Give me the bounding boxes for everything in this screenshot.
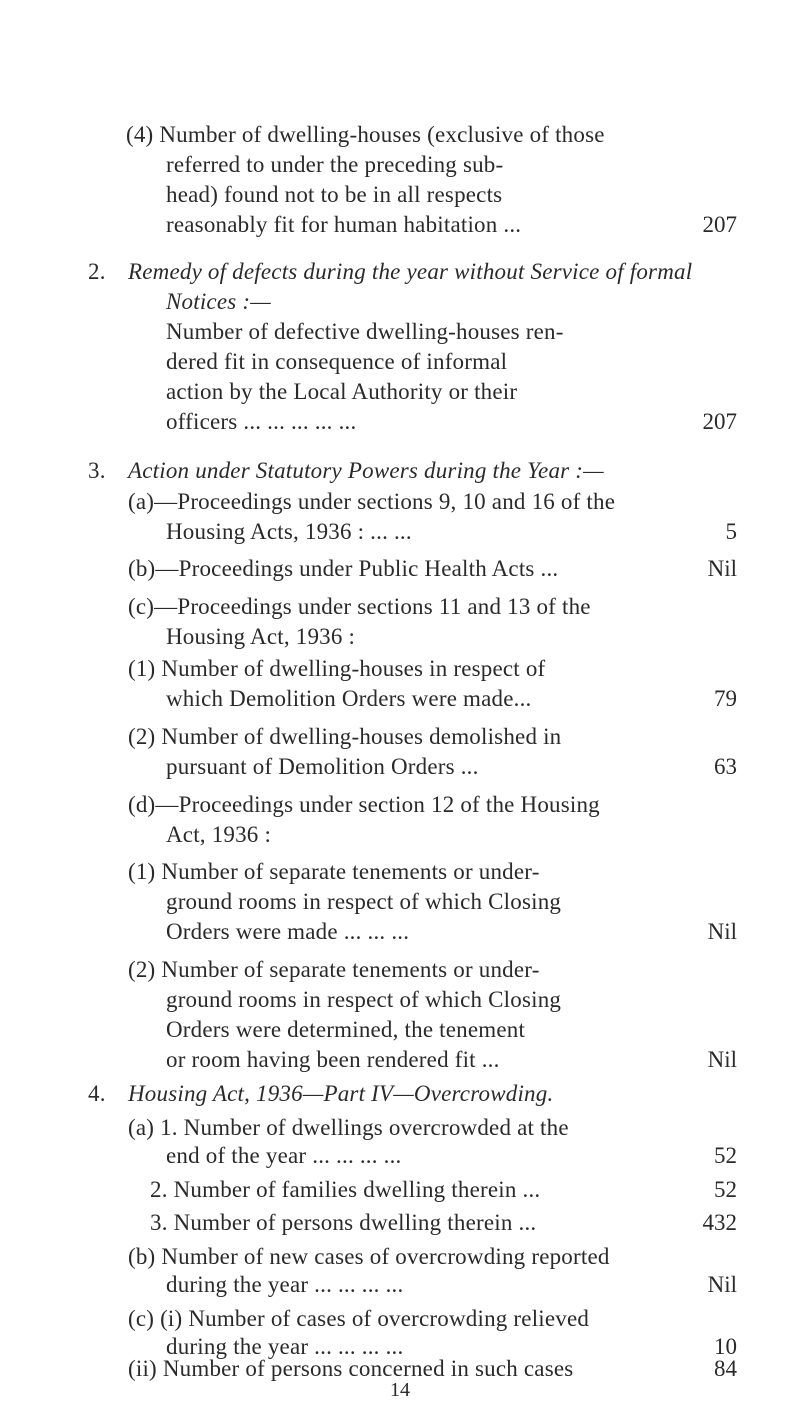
section4-c1-line1: (c) (i) Number of cases of overcrowding relieved <box>128 1306 590 1331</box>
section2-number: 2. <box>88 259 106 284</box>
section3-d2-line1: (2) Number of separate tenements or under- <box>128 957 540 982</box>
section4-a2-value: 52 <box>714 1177 737 1202</box>
section3-heading: Action under Statutory Powers during the Year :— <box>128 458 604 483</box>
section3-d2-line3: Orders were determined, the tenement <box>166 1017 526 1042</box>
item4-line3: head) found not to be in all respects <box>166 182 503 207</box>
section3-number: 3. <box>88 458 106 483</box>
section3-a-value: 5 <box>725 519 737 544</box>
section3-b-line: (b)—Proceedings under Public Health Acts ... <box>128 556 559 581</box>
section3-d-line2: Act, 1936 : <box>166 822 272 847</box>
section3-d1-line2: ground rooms in respect of which Closing <box>166 889 562 914</box>
section3-d-line1: (d)—Proceedings under section 12 of the Housing <box>128 792 600 817</box>
section3-d2-line2: ground rooms in respect of which Closing <box>166 987 562 1012</box>
section2-heading-line2: Notices :— <box>166 289 271 314</box>
section4-c1-line2: during the year ... ... ... ... <box>166 1334 404 1359</box>
section3-d2-line4: or room having been rendered fit ... <box>166 1047 500 1072</box>
section2-heading-line1: Remedy of defects during the year without Service of formal <box>128 259 693 284</box>
section4-a1-line2: end of the year ... ... ... ... <box>166 1143 402 1168</box>
section3-c1-value: 79 <box>714 686 737 711</box>
section4-b-line1: (b) Number of new cases of overcrowding reported <box>128 1244 610 1269</box>
section3-d1-line1: (1) Number of separate tenements or under- <box>128 859 540 884</box>
section3-d1-value: Nil <box>707 919 737 944</box>
item4-line2: referred to under the preceding sub- <box>166 152 504 177</box>
section3-d2-value: Nil <box>707 1047 737 1072</box>
section3-a-line1: (a)—Proceedings under sections 9, 10 and 16 of the <box>128 489 616 514</box>
section3-c2-value: 63 <box>714 754 737 779</box>
section4-b-line2: during the year ... ... ... ... <box>166 1272 404 1297</box>
section3-d1-line3: Orders were made ... ... ... <box>166 919 410 944</box>
section3-c2-line2: pursuant of Demolition Orders ... <box>166 754 479 779</box>
section2-body-line1: Number of defective dwelling-houses ren- <box>166 319 564 344</box>
item4-line4: reasonably fit for human habitation ... <box>166 212 522 237</box>
section4-number: 4. <box>88 1081 106 1106</box>
section4-b-value: Nil <box>707 1272 737 1297</box>
page-number: 14 <box>390 1379 410 1401</box>
item4-line1: (4) Number of dwelling-houses (exclusive of those <box>126 122 605 147</box>
section3-c-line1: (c)—Proceedings under sections 11 and 13 of the <box>128 594 591 619</box>
section4-heading: Housing Act, 1936—Part IV—Overcrowding. <box>128 1081 554 1106</box>
section4-a3-line: 3. Number of persons dwelling therein ... <box>150 1210 537 1235</box>
item4-value: 207 <box>702 212 737 237</box>
section3-c2-line1: (2) Number of dwelling-houses demolished in <box>128 724 562 749</box>
section4-a3-value: 432 <box>702 1210 737 1235</box>
section4-a2-line: 2. Number of families dwelling therein ... <box>150 1177 541 1202</box>
section3-a-line2: Housing Acts, 1936 : ... ... <box>166 519 412 544</box>
section4-a1-value: 52 <box>714 1143 737 1168</box>
section3-b-value: Nil <box>707 556 737 581</box>
section4-c2-line: (ii) Number of persons concerned in such cases <box>128 1356 574 1381</box>
section2-body-line4: officers ... ... ... ... ... <box>166 409 357 434</box>
section2-value: 207 <box>702 409 737 434</box>
section3-c1-line2: which Demolition Orders were made... <box>166 686 532 711</box>
section2-body-line3: action by the Local Authority or their <box>166 379 518 404</box>
section3-c-line2: Housing Act, 1936 : <box>166 624 356 649</box>
section3-c1-line1: (1) Number of dwelling-houses in respect of <box>128 656 546 681</box>
section4-a1-line1: (a) 1. Number of dwellings overcrowded at the <box>128 1115 569 1140</box>
section4-c2-value: 84 <box>714 1356 737 1381</box>
section4-c1-value: 10 <box>714 1334 737 1359</box>
section2-body-line2: dered fit in consequence of informal <box>166 349 508 374</box>
